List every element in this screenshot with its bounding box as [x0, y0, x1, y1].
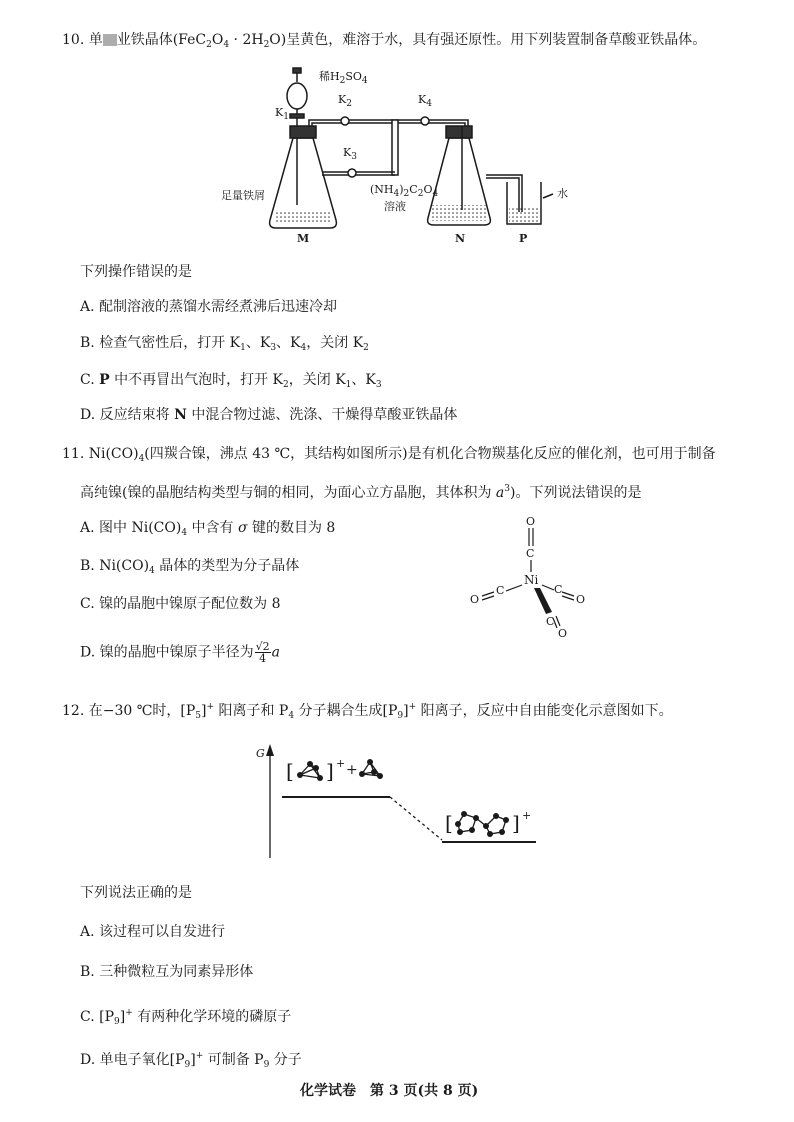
apparatus-figure: 稀$H_2SO_4$ $K_1$ $K_2$ $K_3$ $K_4$ 足量铁屑 $(NH_4)_2C_2O_4$ 溶液 水 M N P [0, 0, 794, 260]
q12-option-a: A. 该过程可以自发进行 [80, 924, 226, 940]
q12-option-d: D. 单电子氧化$[P_9]^+$ 可制备 $P_9$ 分子 [80, 1051, 302, 1070]
q10-option-d: D. 反应结束将 N 中混合物过滤、洗涤、干燥得草酸亚铁晶体 [80, 407, 458, 423]
q11-stem-line1: 11. $Ni(CO)_4$(四羰合镍，沸点 43 ℃，其结构如图所示)是有机化合物羰基化反应的催化剂，也可用于制备 [62, 446, 716, 464]
q10-option-b: B. 检查气密性后，打开 $K_1$、$K_3$、$K_4$，关闭 $K_2$ [80, 335, 369, 353]
energy-profile [250, 740, 560, 865]
q11-option-c: C. 镍的晶胞中镍原子配位数为 8 [80, 596, 281, 612]
fraction: $\frac{√2}{4}$ [255, 640, 270, 665]
q12-stem: 12. 在−30 ℃时，$[P_5]^+$ 阳离子和 $P_4$ 分子耦合生成$[P_9]^+$ 阳离子，反应中自由能变化示意图如下。 [62, 702, 673, 721]
q10-prompt: 下列操作错误的是 [80, 264, 192, 280]
q12-option-c: C. $[P_9]^+$ 有两种化学环境的磷原子 [80, 1008, 292, 1027]
q11-option-a: A. 图中 $Ni(CO)_4$ 中含有 σ 键的数目为 8 [80, 520, 336, 538]
q11-option-d: D. 镍的晶胞中镍原子半径为 $\frac{√2}{4}$ a [80, 640, 281, 665]
free-energy-diagram: G [ ] + + [ ] + [250, 740, 560, 865]
q12-option-b: B. 三种微粒互为同素异形体 [80, 964, 254, 980]
apparatus-drawing [0, 0, 794, 260]
q11-option-b: B. $Ni(CO)_4$ 晶体的类型为分子晶体 [80, 558, 300, 576]
nickel-carbonyl-structure: O C Ni C O C O C O [460, 510, 610, 650]
q10-option-c: C. P 中不再冒出气泡时，打开 $K_2$，关闭 $K_1$、$K_3$ [80, 372, 382, 390]
q10-option-a: A. 配制溶液的蒸馏水需经煮沸后迅速冷却 [80, 299, 338, 315]
q10-stem: 10. 单 业铁晶体$(FeC_2O_4 \cdot 2H_2O)$呈黄色，难溶于水，具有强还原性。用下列装置制备草酸亚铁晶体。 [62, 32, 707, 50]
page-footer: 化学试卷 第 3 页(共 8 页) [300, 1083, 479, 1099]
q12-prompt: 下列说法正确的是 [80, 885, 192, 901]
q11-stem-line2: 高纯镍(镍的晶胞结构类型与铜的相同，为面心立方晶胞，其体积为 $a^3$)。下列说法错误的是 [80, 484, 642, 501]
